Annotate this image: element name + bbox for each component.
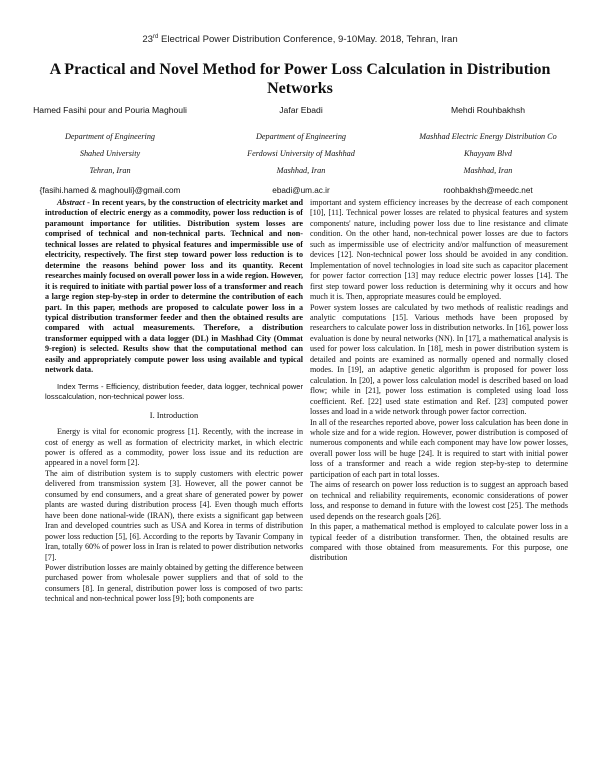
author-email[interactable]: {fasihi.hamed & maghouli}@gmail.com <box>39 186 181 195</box>
paper-title: A Practical and Novel Method for Power Loss Calculation in Distribution Networks <box>49 61 551 97</box>
paragraph: important and system efficiency increases by the decrease of each component [10], [11]. Technical power losses are related to physical features and system components' nature, including power loss due to line resistance and climate condition. On the other hand, non-technical power losses are due to factors such as impermissible use of electricity and/or malfunction of measurement devices [12]. Non-technical power loss should be avoided in any condition. Implementation of novel technologies in load site such as capacitor placement for power factor correction [13] may reduce electric power losses [14]. The first step toward power loss reduction is determining why it occurs and how much it is. Then, appropriate measures could be employed. <box>310 198 568 302</box>
author-block-2 <box>226 102 376 199</box>
section-heading: I. Introduction <box>149 410 199 420</box>
paragraph: In this paper, a mathematical method is employed to calculate power loss in a typical feeder of a distribution transformer. Then, the obtained results are compared with those obtained from measurements. For this purpose, one distribution <box>310 522 568 563</box>
conference-header <box>0 34 600 45</box>
right-column <box>310 198 568 564</box>
abstract-label: Abstract <box>57 198 85 207</box>
author-location: Mashhad, Iran <box>276 166 326 175</box>
author-name: Jafar Ebadi <box>279 105 323 115</box>
conference-ordinal-suffix: rd <box>152 34 159 40</box>
paragraph: The aims of research on power loss reduction is to suggest an approach based on technical and reliability requirements, economic considerations of power loss, and response to demand in future with the lowest cost [25]. The methods used depends on the research goals [26]. <box>310 480 568 521</box>
author-department: Department of Engineering <box>255 132 347 141</box>
left-column <box>45 198 303 605</box>
conference-name: Electrical Power Distribution Conference, 9-10May. 2018, Tehran, Iran <box>158 34 458 46</box>
author-location: Tehran, Iran <box>89 166 131 175</box>
author-email[interactable]: ebadi@um.ac.ir <box>272 186 330 195</box>
author-name: Hamed Fasihi pour and Pouria Maghouli <box>33 105 187 115</box>
author-block-1 <box>28 102 192 199</box>
paragraph: The aim of distribution system is to supply customers with electric power delivered from transmission system [3]. However, all the power cannot be consumed by end consumers, and a great share of generated power by power plants are wasted during distribution process [4]. Even though much efforts have been done national-wide (IRAN), there exists a significant gap between Iran and developed countries such as USA and Korea in terms of distribution power loss reduction [5], [6]. According to the reports by Tavanir Company in Iran, totally 60% of power loss in Iran is related to power distribution networks [7]. <box>45 468 303 562</box>
author-institution: Shahed University <box>79 149 141 158</box>
author-block-3 <box>404 102 572 199</box>
paragraph: Energy is vital for economic progress [1]. Recently, with the increase in cost of energy as well as formation of electricity market, in which electric power is offered as a commodity, power loss issue and its reduction are appeared in a novel form [2]. <box>45 427 303 468</box>
author-institution: Khayyam Blvd <box>464 149 512 158</box>
author-location: Mashhad, Iran <box>463 166 513 175</box>
author-department: Department of Engineering <box>64 132 156 141</box>
abstract-text: - In recent years, by the construction of electricity market and introduction of electric energy as a commodity, power loss reduction is of paramount importance for utilities. Distribution system losses are comprised of technical and non-technical parts. Technical and non-technical losses are related to physical features and impermissible use of electricity, respectively. The first step toward power loss reduction is to determine the reasons behind power loss and its quantity. Recent researches mainly focused on overall power loss in a wide region. However, it is required to initiate with partial power loss of a transformer and reach a large region step-by-step in order to determine the contribution of each part. In this paper, methods are proposed to calculate power loss in a typical distribution transformer feeder and then the obtained results are compared with actual measurements. Therefore, a distribution transformer equipped with a data logger (DL) in Mashhad City (Ommat 9-region) is selected. Results show that the computational method can easily and appropriately compute power loss using available and typical network data. <box>45 198 303 375</box>
paragraph: In all of the researches reported above, power loss calculation has been done in whole size and for a wide region. However, power distribution is composed of numerous components and while each component may have low power losses, overall power loss will be huge [24]. It is required to start with initial power loss of a transformer and reach a wide region step-by-step to determine participation of each part in total losses. <box>310 417 568 479</box>
author-name: Mehdi Rouhbakhsh <box>450 105 526 115</box>
author-department: Mashhad Electric Energy Distribution Co <box>419 132 557 141</box>
author-email[interactable]: roohbakhsh@meedc.net <box>443 186 533 195</box>
conference-number: 23 <box>142 34 153 46</box>
abstract <box>45 198 303 376</box>
paragraph: Power system losses are calculated by two methods of realistic readings and analytic computations [15]. Various methods have been proposed by researchers to calculate power loss in distribution networks. In [16], power loss evaluation is done by neural networks (NN). In [17], a mathematical analysis is used for power loss calculation. In [18], mesh in power distribution system is detailed and points are examined as normally opened and normally closed modes. In [19], an adaptive genetic algorithm is proposed for power loss calculation. In [20], a power loss calculation model is described based on load flow; while in [21], power loss estimation is completed using load loss coefficient. Ref. [22] used state estimation and Ref. [23] computed power losses and load in a wide network through power factor correction. <box>310 302 568 417</box>
index-terms: Index Terms - Efficiency, distribution feeder, data logger, technical power losscalculation, non-technical power loss. <box>45 381 303 402</box>
author-institution: Ferdowsi University of Mashhad <box>247 149 355 158</box>
paragraph: Power distribution losses are mainly obtained by getting the difference between purchased power from wholesale power suppliers and that of sold to the consumers [8]. In general, distribution power loss is composed of two parts: technical and non-technical power loss [9]; both components are <box>45 562 303 604</box>
